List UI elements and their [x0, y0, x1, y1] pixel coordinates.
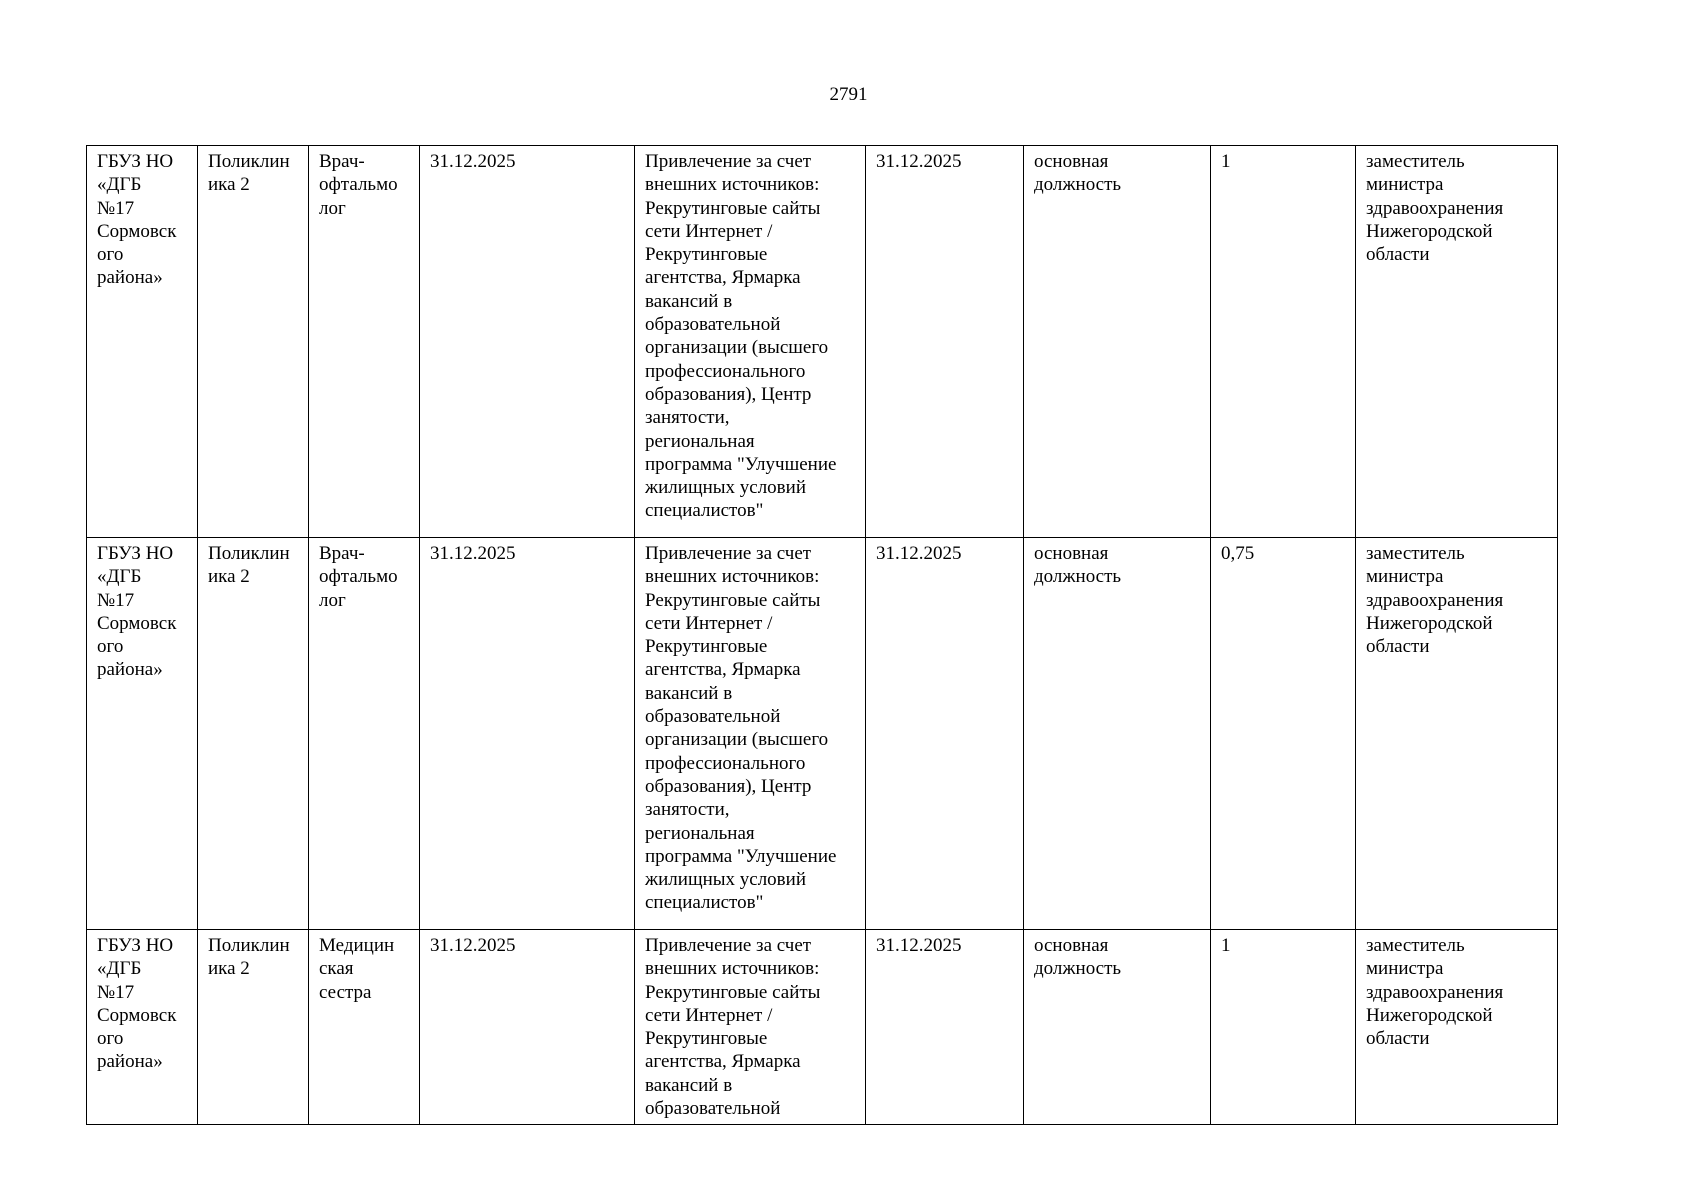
- responsible-cell: заместитель министра здравоохранения Нижегородской области: [1356, 146, 1558, 538]
- table-row: [87, 538, 1558, 930]
- date-cell: 31.12.2025: [420, 930, 635, 1125]
- measure-cell: Привлечение за счет внешних источников: Рекрутинговые сайты сети Интернет / Рекрутинговые агентства, Ярмарка вакансий в образовательной: [635, 930, 866, 1125]
- employment-cell: основная должность: [1024, 538, 1211, 930]
- position-cell: Врач- офтальмо лог: [309, 146, 420, 538]
- table-row: [87, 146, 1558, 538]
- table-row: [87, 930, 1558, 1125]
- responsible-cell: заместитель министра здравоохранения Нижегородской области: [1356, 538, 1558, 930]
- date-cell: 31.12.2025: [420, 538, 635, 930]
- rate-cell: 1: [1211, 930, 1356, 1125]
- vacancy-table: [86, 145, 1558, 1125]
- deadline-cell: 31.12.2025: [866, 146, 1024, 538]
- measure-cell: Привлечение за счет внешних источников: Рекрутинговые сайты сети Интернет / Рекрутинговые агентства, Ярмарка вакансий в образовательной организации (высшего профессионального образования), Центр занятости, региональная программа "Улучшение жилищных условий специалистов": [635, 538, 866, 930]
- unit-cell: Поликлин ика 2: [198, 146, 309, 538]
- deadline-cell: 31.12.2025: [866, 930, 1024, 1125]
- deadline-cell: 31.12.2025: [866, 538, 1024, 930]
- position-cell: Врач- офтальмо лог: [309, 538, 420, 930]
- rate-cell: 1: [1211, 146, 1356, 538]
- page-number: 2791: [829, 84, 868, 105]
- organization-cell: ГБУЗ НО «ДГБ №17 Сормовск ого района»: [87, 930, 198, 1125]
- employment-cell: основная должность: [1024, 146, 1211, 538]
- responsible-cell: заместитель министра здравоохранения Нижегородской области: [1356, 930, 1558, 1125]
- measure-cell: Привлечение за счет внешних источников: Рекрутинговые сайты сети Интернет / Рекрутинговые агентства, Ярмарка вакансий в образовательной организации (высшего профессионального образования), Центр занятости, региональная программа "Улучшение жилищных условий специалистов": [635, 146, 866, 538]
- unit-cell: Поликлин ика 2: [198, 538, 309, 930]
- employment-cell: основная должность: [1024, 930, 1211, 1125]
- organization-cell: ГБУЗ НО «ДГБ №17 Сормовск ого района»: [87, 538, 198, 930]
- position-cell: Медицин ская сестра: [309, 930, 420, 1125]
- unit-cell: Поликлин ика 2: [198, 930, 309, 1125]
- rate-cell: 0,75: [1211, 538, 1356, 930]
- organization-cell: ГБУЗ НО «ДГБ №17 Сормовск ого района»: [87, 146, 198, 538]
- date-cell: 31.12.2025: [420, 146, 635, 538]
